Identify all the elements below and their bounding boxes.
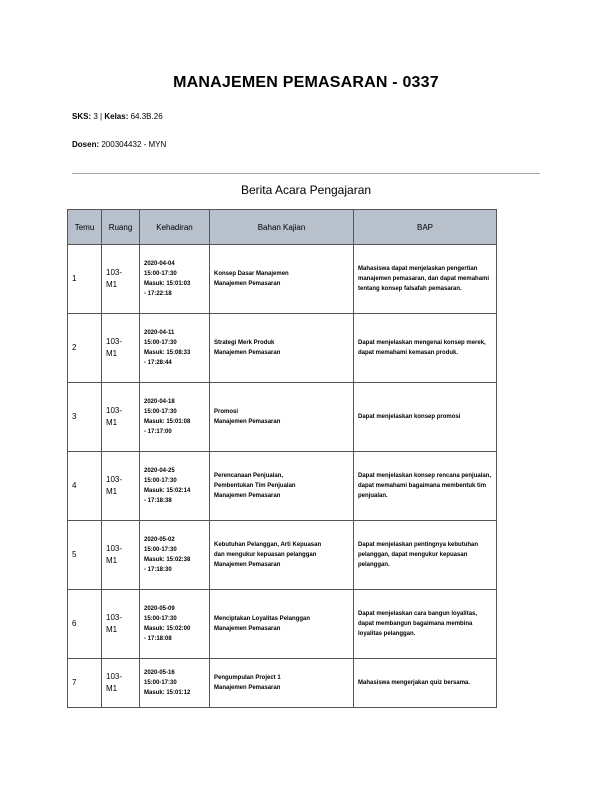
divider [72,173,540,174]
table-row [68,452,497,521]
table-row [68,521,497,590]
page-title: MANAJEMEN PEMASARAN - 0337 [173,74,439,91]
cell-bap: Mahasiswa mengerjakan quiz bersama. [354,659,497,708]
sks-value: 3 [93,112,98,121]
cell-kehadiran: 2020-05-16 15:00-17:30 Masuk: 15:01:12 [140,659,210,708]
table-row [68,314,497,383]
cell-ruang: 103- M1 [102,314,140,383]
cell-ruang: 103- M1 [102,590,140,659]
table-row [68,383,497,452]
cell-bap: Dapat menjelaskan konsep rencana penjualan, dapat memahami bagaimana membentuk tim penjualan. [354,452,497,521]
cell-kehadiran: 2020-04-04 15:00-17:30 Masuk: 15:01:03 - 17:22:18 [140,245,210,314]
cell-kehadiran: 2020-04-18 15:00-17:30 Masuk: 15:01:08 - 17:17:00 [140,383,210,452]
cell-temu: 2 [68,314,102,383]
col-header-kehadiran: Kehadiran [140,210,210,245]
dosen-label: Dosen: [72,140,100,149]
dosen-value: 200304432 - MYN [101,140,167,149]
cell-ruang: 103- M1 [102,245,140,314]
cell-bahan-kajian: Kebutuhan Pelanggan, Arti Kepuasan dan mengukur kepuasan pelanggan Manajemen Pemasaran [210,521,354,590]
lecturer-info [72,140,166,149]
col-header-bap: BAP [354,210,497,245]
cell-temu: 7 [68,659,102,708]
table-row [68,590,497,659]
table-row [68,245,497,314]
cell-bap: Dapat menjelaskan mengenai konsep merek, dapat memahami kemasan produk. [354,314,497,383]
cell-ruang: 103- M1 [102,521,140,590]
col-header-bahan-kajian: Bahan Kajian [210,210,354,245]
cell-bahan-kajian: Konsep Dasar Manajemen Manajemen Pemasaran [210,245,354,314]
cell-kehadiran: 2020-05-02 15:00-17:30 Masuk: 15:02:38 - 17:18:30 [140,521,210,590]
cell-ruang: 103- M1 [102,383,140,452]
kelas-label: Kelas: [104,112,129,121]
cell-bahan-kajian: Pengumpulan Project 1 Manajemen Pemasaran [210,659,354,708]
cell-temu: 1 [68,245,102,314]
cell-ruang: 103- M1 [102,452,140,521]
cell-kehadiran: 2020-04-25 15:00-17:30 Masuk: 15:02:14 - 17:18:38 [140,452,210,521]
cell-bap: Dapat menjelaskan cara bangun loyalitas, dapat membangun bagaimana membina loyalitas pelanggan. [354,590,497,659]
cell-bap: Dapat menjelaskan pentingnya kebutuhan pelanggan, dapat mengukur kepuasan pelanggan. [354,521,497,590]
separator: | [100,112,103,121]
section-title: Berita Acara Pengajaran [240,183,372,197]
cell-bahan-kajian: Menciptakan Loyalitas Pelanggan Manajemen Pemasaran [210,590,354,659]
cell-bahan-kajian: Strategi Merk Produk Manajemen Pemasaran [210,314,354,383]
kelas-value: 64.3B.26 [130,112,163,121]
cell-temu: 5 [68,521,102,590]
table-header-row [68,210,497,245]
cell-kehadiran: 2020-05-09 15:00-17:30 Masuk: 15:02:00 - 17:18:08 [140,590,210,659]
cell-temu: 4 [68,452,102,521]
cell-temu: 6 [68,590,102,659]
cell-bahan-kajian: Perencanaan Penjualan, Pembentukan Tim Penjualan Manajemen Pemasaran [210,452,354,521]
cell-kehadiran: 2020-04-11 15:00-17:30 Masuk: 15:08:33 - 17:28:44 [140,314,210,383]
col-header-ruang: Ruang [102,210,140,245]
cell-bahan-kajian: Promosi Manajemen Pemasaran [210,383,354,452]
sks-label: SKS: [72,112,92,121]
table-row [68,659,497,708]
bap-table [67,209,497,708]
cell-ruang: 103- M1 [102,659,140,708]
course-info [72,112,163,121]
cell-temu: 3 [68,383,102,452]
cell-bap: Mahasiswa dapat menjelaskan pengertian manajemen pemasaran, dan dapat memahami tentang konsep falsafah pemasaran. [354,245,497,314]
col-header-temu: Temu [68,210,102,245]
cell-bap: Dapat menjelaskan konsep promosi [354,383,497,452]
